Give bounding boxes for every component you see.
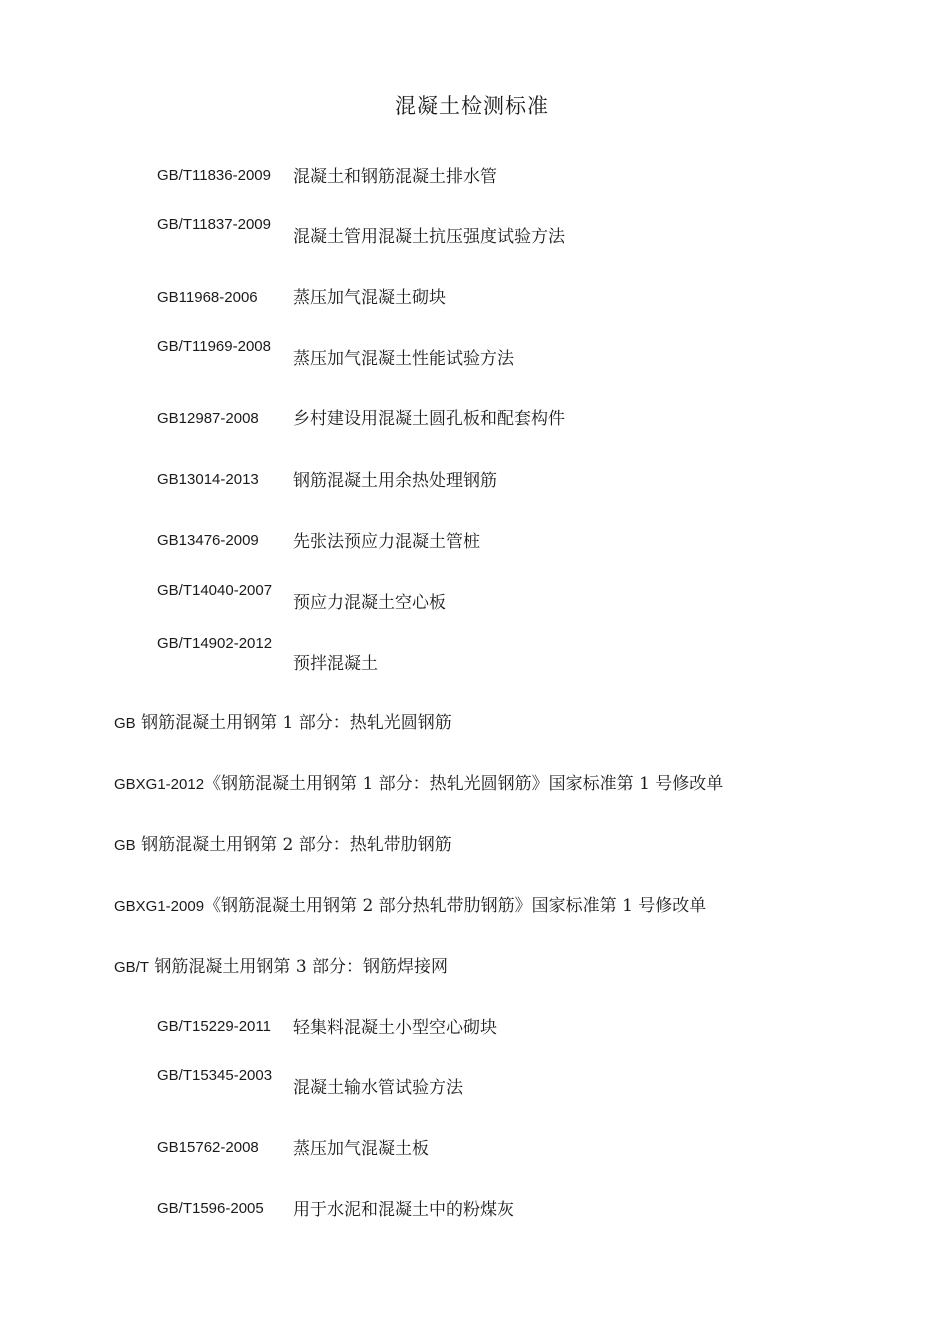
standard-row bbox=[157, 1198, 857, 1248]
standard-row bbox=[157, 214, 857, 264]
standard-text: 《钢筋混凝土用钢第 2 部分热轧带肋钢筋》国家标准第 1 号修改单 bbox=[204, 896, 707, 916]
standard-prefix: GB/T bbox=[114, 959, 150, 976]
standard-line bbox=[114, 712, 452, 735]
standard-row bbox=[157, 580, 857, 630]
standard-row bbox=[157, 287, 857, 337]
standard-prefix: GB bbox=[114, 837, 136, 854]
standard-line bbox=[114, 834, 452, 857]
standard-code: GB/T11837-2009 bbox=[157, 216, 271, 233]
standard-row bbox=[157, 336, 857, 386]
standard-text: 钢筋混凝土用钢第 2 部分：热轧带肋钢筋 bbox=[141, 835, 452, 855]
standard-text: 钢筋混凝土用钢第 1 部分：热轧光圆钢筋 bbox=[141, 713, 452, 733]
standard-row bbox=[157, 469, 857, 519]
standard-name: 预拌混凝土 bbox=[293, 654, 378, 674]
standard-code: GB11968-2006 bbox=[157, 289, 258, 306]
standard-code: GB15762-2008 bbox=[157, 1139, 259, 1156]
standard-row bbox=[157, 165, 857, 215]
standard-code: GB12987-2008 bbox=[157, 410, 259, 427]
standard-code: GB13014-2013 bbox=[157, 471, 259, 488]
standard-row bbox=[157, 633, 857, 683]
standard-name: 先张法预应力混凝土管桩 bbox=[293, 532, 480, 552]
standard-row bbox=[157, 1137, 857, 1187]
standard-text: 钢筋混凝土用钢第 3 部分：钢筋焊接网 bbox=[154, 957, 449, 977]
standard-name: 蒸压加气混凝土板 bbox=[293, 1139, 429, 1159]
standard-row bbox=[157, 1016, 857, 1066]
standard-name: 蒸压加气混凝土砌块 bbox=[293, 288, 446, 308]
standard-row bbox=[157, 530, 857, 580]
standard-code: GB/T14902-2012 bbox=[157, 635, 273, 652]
standard-prefix: GBXG1-2009 bbox=[114, 898, 205, 915]
standard-code: GB/T15229-2011 bbox=[157, 1018, 271, 1035]
standard-name: 混凝土输水管试验方法 bbox=[293, 1078, 463, 1098]
standard-name: 蒸压加气混凝土性能试验方法 bbox=[293, 349, 514, 369]
standard-code: GB13476-2009 bbox=[157, 532, 259, 549]
standard-name: 轻集料混凝土小型空心砌块 bbox=[293, 1018, 497, 1038]
standard-code: GB/T11836-2009 bbox=[157, 167, 271, 184]
standard-name: 用于水泥和混凝土中的粉煤灰 bbox=[293, 1200, 514, 1220]
standard-code: GB/T11969-2008 bbox=[157, 338, 271, 355]
standard-line bbox=[114, 895, 706, 918]
standard-name: 钢筋混凝土用余热处理钢筋 bbox=[293, 471, 497, 491]
standard-row bbox=[157, 1065, 857, 1115]
standard-name: 混凝土和钢筋混凝土排水管 bbox=[293, 167, 497, 187]
standard-code: GB/T14040-2007 bbox=[157, 582, 273, 599]
standard-code: GB/T1596-2005 bbox=[157, 1200, 264, 1217]
standard-prefix: GB bbox=[114, 715, 136, 732]
standard-line bbox=[114, 956, 448, 979]
standard-code: GB/T15345-2003 bbox=[157, 1067, 273, 1084]
standard-text: 《钢筋混凝土用钢第 1 部分：热轧光圆钢筋》国家标准第 1 号修改单 bbox=[204, 774, 724, 794]
standard-name: 预应力混凝土空心板 bbox=[293, 593, 446, 613]
standard-prefix: GBXG1-2012 bbox=[114, 776, 205, 793]
standard-row bbox=[157, 408, 857, 458]
standard-name: 混凝土管用混凝土抗压强度试验方法 bbox=[293, 227, 565, 247]
standard-name: 乡村建设用混凝土圆孔板和配套构件 bbox=[293, 409, 565, 429]
standard-line bbox=[114, 773, 723, 796]
page-title: 混凝土检测标准 bbox=[395, 94, 549, 118]
